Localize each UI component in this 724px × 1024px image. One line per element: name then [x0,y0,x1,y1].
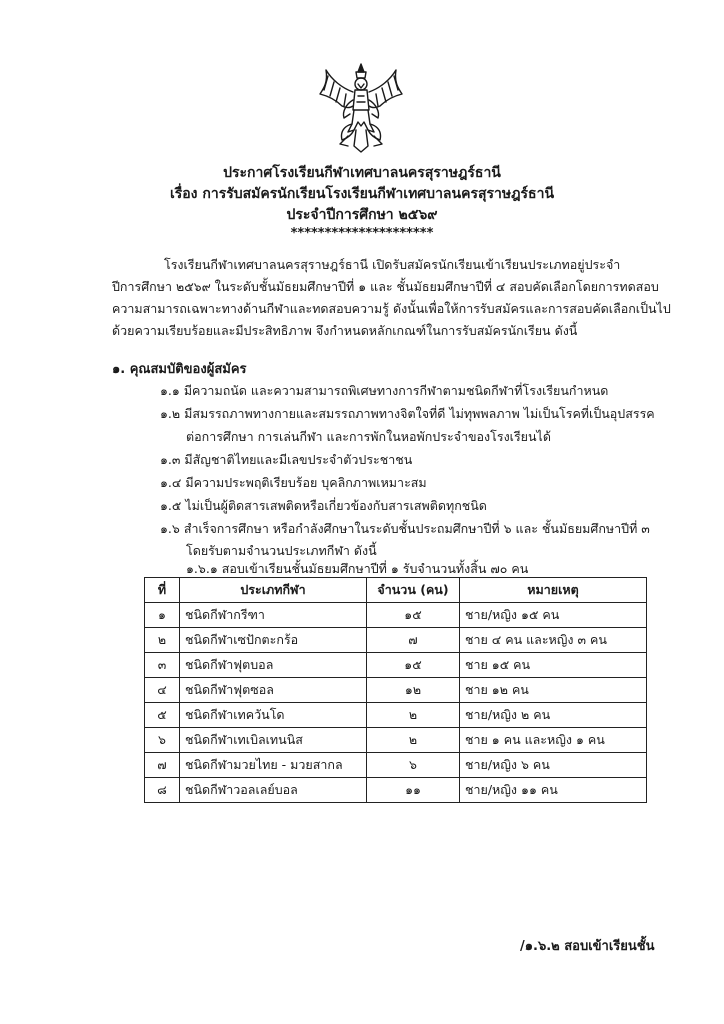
cell-no: ๑ [145,603,180,628]
table-row [145,753,647,778]
academic-year: ประจำปีการศึกษา ๒๕๖๙ [286,207,438,223]
qualification-1-2-cont: ต่อการศึกษา การเล่นกีฬา และการพักในหอพักประจำของโรงเรียนได้ [186,429,551,444]
garuda-emblem-icon [318,60,404,156]
cell-no: ๘ [145,778,180,803]
table-header-row [145,578,647,603]
qualification-1-1: ๑.๑ มีความถนัด และความสามารถพิเศษทางการกีฬาตามชนิดกีฬาที่โรงเรียนกำหนด [160,383,609,398]
cell-count: ๑๑ [367,778,460,803]
sports-quota-table [144,577,647,803]
cell-count: ๑๕ [367,653,460,678]
cell-no: ๒ [145,628,180,653]
page-continuation: /๑.๖.๒ สอบเข้าเรียนชั้น [520,939,655,954]
cell-note: ชาย ๑๒ คน [460,678,647,703]
qualification-1-5: ๑.๕ ไม่เป็นผู้ติดสารเสพติดหรือเกี่ยวข้องกับสารเสพติดทุกชนิด [160,498,487,513]
col-header-count: จำนวน (คน) [367,578,460,603]
cell-sport: ชนิดกีฬาเทเบิลเทนนิส [180,728,367,753]
announcement-subject: เรื่อง การรับสมัครนักเรียนโรงเรียนกีฬาเทศบาลนครสุราษฎร์ธานี [169,186,555,202]
cell-count: ๖ [367,753,460,778]
cell-sport: ชนิดกีฬาเทควันโด [180,703,367,728]
quota-1-6-1: ๑.๖.๑ สอบเข้าเรียนชั้นมัธยมศึกษาปีที่ ๑ รับจำนวนทั้งสิ้น ๗๐ คน [186,561,529,576]
announcement-title: ประกาศโรงเรียนกีฬาเทศบาลนครสุราษฎร์ธานี [223,165,501,181]
table-row [145,603,647,628]
cell-sport: ชนิดกีฬาเซปักตะกร้อ [180,628,367,653]
qualification-1-3: ๑.๓ มีสัญชาติไทยและมีเลขประจำตัวประชาชน [160,452,413,467]
cell-no: ๓ [145,653,180,678]
col-header-note: หมายเหตุ [460,578,647,603]
cell-no: ๖ [145,728,180,753]
table-row [145,653,647,678]
cell-note: ชาย ๔ คน และหญิง ๓ คน [460,628,647,653]
cell-sport: ชนิดกีฬามวยไทย - มวยสากล [180,753,367,778]
cell-sport: ชนิดกีฬาวอลเลย์บอล [180,778,367,803]
qualification-1-6: ๑.๖ สำเร็จการศึกษา หรือกำลังศึกษาในระดับชั้นประถมศึกษาปีที่ ๖ และ ชั้นมัธยมศึกษาปีที่ ๓ [160,521,650,536]
section-1-heading: ๑. คุณสมบัติของผู้สมัคร [112,362,247,377]
cell-count: ๒ [367,703,460,728]
table-row [145,728,647,753]
cell-count: ๑๕ [367,603,460,628]
cell-note: ชาย/หญิง ๖ คน [460,753,647,778]
table-row [145,703,647,728]
cell-sport: ชนิดกีฬาฟุตบอล [180,653,367,678]
cell-no: ๗ [145,753,180,778]
cell-no: ๕ [145,703,180,728]
table-row [145,778,647,803]
cell-no: ๔ [145,678,180,703]
cell-note: ชาย/หญิง ๒ คน [460,703,647,728]
cell-count: ๑๒ [367,678,460,703]
col-header-no: ที่ [145,578,180,603]
cell-count: ๒ [367,728,460,753]
table-row [145,678,647,703]
intro-line-1: โรงเรียนกีฬาเทศบาลนครสุราษฎร์ธานี เปิดรับสมัครนักเรียนเข้าเรียนประเภทอยู่ประจำ [164,257,621,272]
intro-line-2: ปีการศึกษา ๒๕๖๙ ในระดับชั้นมัธยมศึกษาปีที่ ๑ และ ชั้นมัธยมศึกษาปีที่ ๔ สอบคัดเลือกโดยการทดสอบ [112,279,659,294]
cell-note: ชาย/หญิง ๑๑ คน [460,778,647,803]
separator-stars: ********************* [290,226,434,241]
cell-note: ชาย ๑ คน และหญิง ๑ คน [460,728,647,753]
qualification-1-4: ๑.๔ มีความประพฤติเรียบร้อย บุคลิกภาพเหมาะสม [160,475,427,490]
intro-line-4: ด้วยความเรียบร้อยและมีประสิทธิภาพ จึงกำหนดหลักเกณฑ์ในการรับสมัครนักเรียน ดังนี้ [112,323,578,338]
cell-sport: ชนิดกีฬากรีฑา [180,603,367,628]
cell-sport: ชนิดกีฬาฟุตซอล [180,678,367,703]
qualification-1-2: ๑.๒ มีสมรรถภาพทางกายและสมรรถภาพทางจิตใจที่ดี ไม่ทุพพลภาพ ไม่เป็นโรคที่เป็นอุปสรรค [160,406,655,421]
col-header-sport: ประเภทกีฬา [180,578,367,603]
cell-note: ชาย ๑๕ คน [460,653,647,678]
cell-note: ชาย/หญิง ๑๕ คน [460,603,647,628]
intro-line-3: ความสามารถเฉพาะทางด้านกีฬาและทดสอบความรู้ ดังนั้นเพื่อให้การรับสมัครและการสอบคัดเลือกเป็นไป [112,301,671,316]
cell-count: ๗ [367,628,460,653]
table-row [145,628,647,653]
qualification-1-6-cont: โดยรับตามจำนวนประเภทกีฬา ดังนี้ [186,543,377,558]
